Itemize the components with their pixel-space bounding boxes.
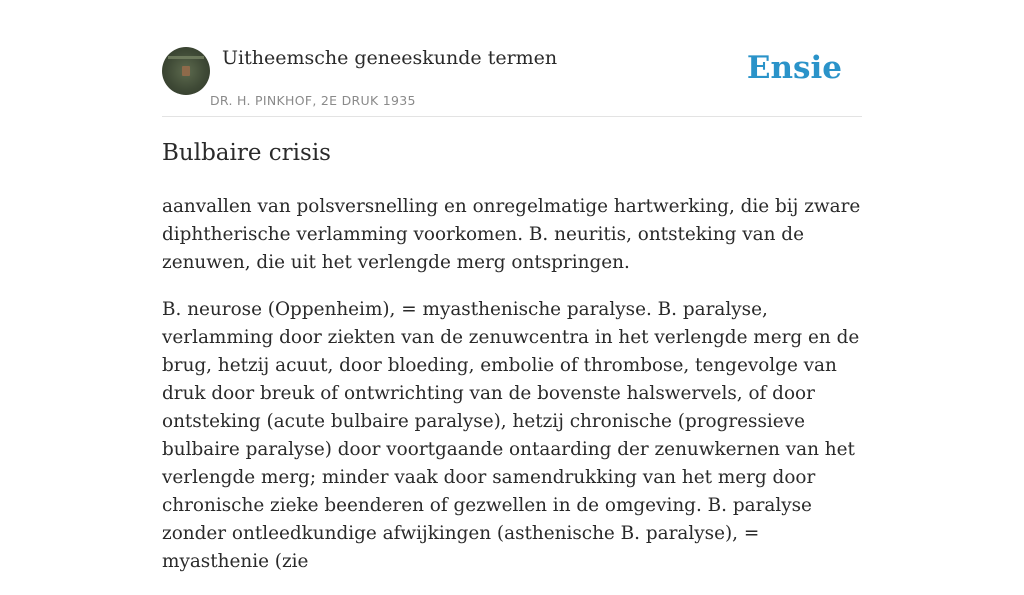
book-cover-label: [182, 66, 190, 76]
entry-title: Bulbaire crisis: [162, 140, 331, 166]
page-header: [162, 44, 862, 117]
entry-paragraph: aanvallen van polsversnelling en onregelmatige hartwerking, die bij zware diphtherische verlamming voorkomen. B. neuritis, ontsteking van de zenuwen, die uit het verlengde merg ontspringen.: [162, 196, 861, 273]
brand-logo-link[interactable]: Ensie: [746, 50, 842, 86]
book-author: DR. H. PINKHOF, 2E DRUK 1935: [210, 93, 416, 108]
entry-paragraph: B. neurose (Oppenheim), = myasthenische paralyse. B. paralyse, verlamming door ziekten van de zenuwcentra in het verlengde merg en de brug, hetzij acuut, door bloeding, embolie of thrombose, tengevolge van druk door breuk of ontwrichting van de bovenste halswervels, of door ontsteking (acute bulbaire paralyse), hetzij chronische (progressieve bulbaire paralyse) door voortgaande ontaarding der zenuwkernen van het verlengde merg; minder vaak door samendrukking van het merg door chronische zieke beenderen of gezwellen in de omgeving. B. paralyse zonder ontleedkundige afwijkingen (asthenische B. paralyse), = myasthenie (zie: [162, 299, 860, 572]
book-cover-band: [168, 56, 204, 59]
entry-content: [162, 193, 864, 595]
book-cover-icon[interactable]: [162, 47, 210, 95]
book-title-link[interactable]: Uitheemsche geneeskunde termen: [222, 47, 558, 69]
